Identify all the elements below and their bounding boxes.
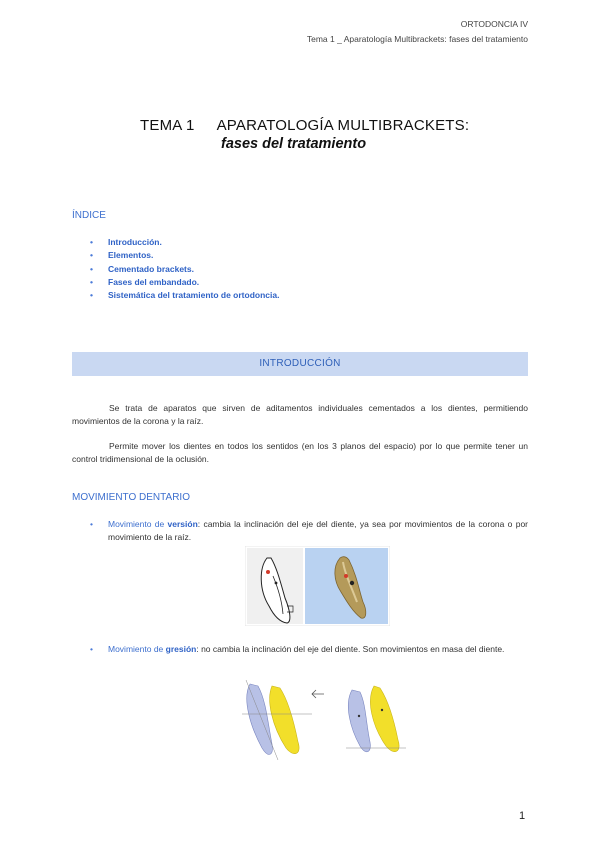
figure-gresion-teeth	[216, 672, 420, 765]
toc-item-cementado[interactable]: • Cementado brackets.	[90, 263, 279, 276]
section-band-introduccion: INTRODUCCIÓN	[72, 352, 528, 376]
header-topic: Tema 1 _ Aparatología Multibrackets: fases del tratamiento	[306, 34, 528, 44]
toc-item-elementos[interactable]: • Elementos.	[90, 249, 279, 262]
page-number: 1	[519, 810, 526, 822]
intro-paragraph-1: Se trata de aparatos que sirven de aditamentos individuales cementados a los dientes, permitiendo movimientos de la corona y la raíz.	[72, 403, 528, 426]
table-of-contents	[90, 236, 279, 302]
intro-paragraph-2: Permite mover los dientes en todos los sentidos (en los 3 planos del espacio) por lo que permite tener un control tridimensional de la oclusión.	[72, 441, 528, 464]
bullet-gresion: • Movimiento de gresión: no cambia la inclinación del eje del diente. Son movimientos en masa del diente.	[90, 644, 505, 654]
toc-item-sistematica[interactable]: • Sistemática del tratamiento de ortodoncia.	[90, 289, 279, 302]
title-number: TEMA 1	[140, 117, 195, 134]
index-heading: ÍNDICE	[72, 210, 106, 221]
figure-version-teeth	[245, 546, 390, 626]
page-title	[140, 117, 469, 134]
toc-item-introduccion[interactable]: • Introducción.	[90, 236, 279, 249]
page-subtitle: fases del tratamiento	[221, 136, 367, 152]
bullet-version: • Movimiento de versión: cambia la inclinación del eje del diente, ya sea por movimientos de la corona o por movimiento de la raíz.	[90, 519, 529, 542]
section-heading-movimiento: MOVIMIENTO DENTARIO	[72, 492, 190, 503]
title-main: APARATOLOGÍA MULTIBRACKETS:	[216, 117, 470, 134]
term-gresion: gresión	[165, 644, 197, 654]
toc-item-embandado[interactable]: • Fases del embandado.	[90, 276, 279, 289]
header-course: ORTODONCIA IV	[460, 19, 528, 29]
term-version: versión	[167, 519, 198, 529]
